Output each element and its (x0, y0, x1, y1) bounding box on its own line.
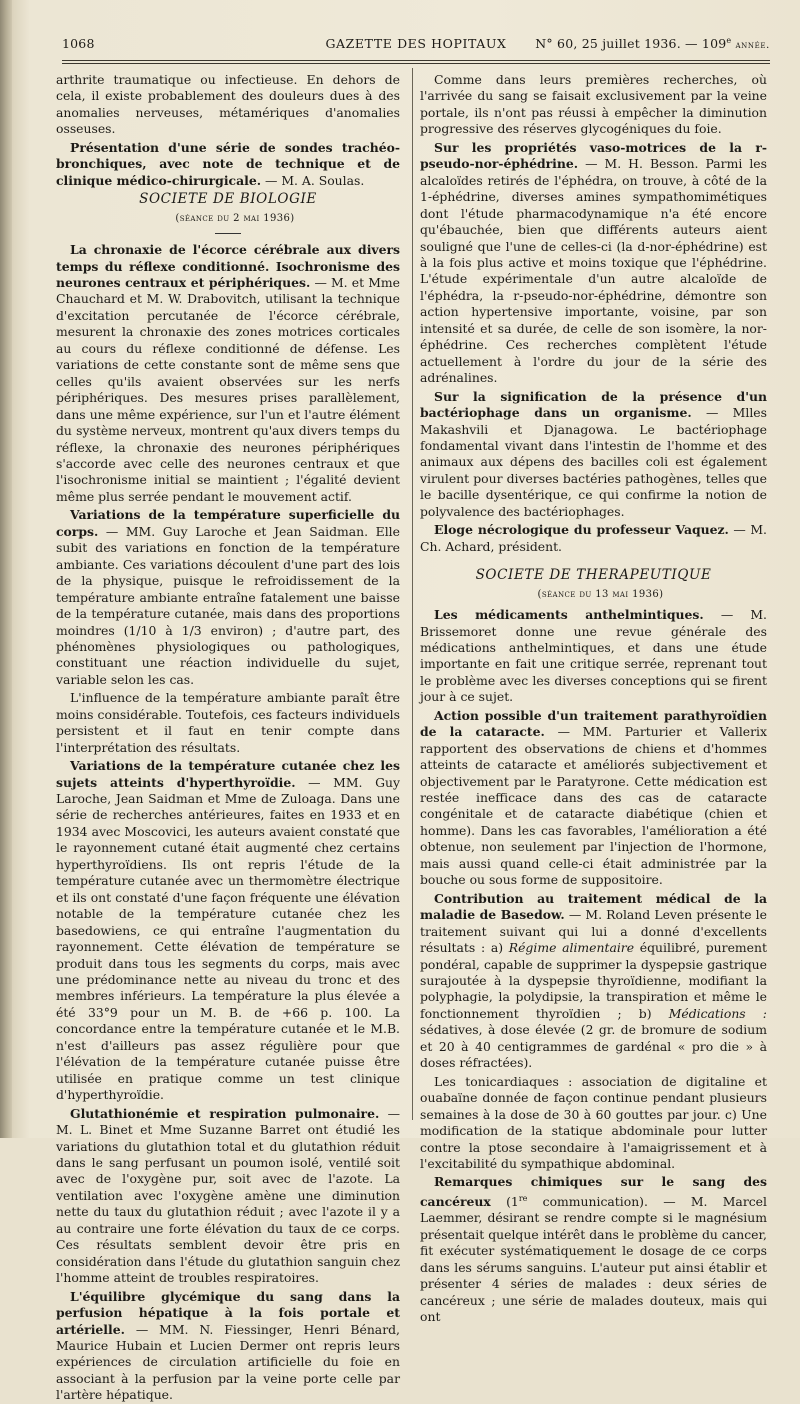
issue-info (535, 36, 770, 51)
header-rule-bottom (62, 63, 770, 64)
binding-edge (0, 0, 12, 1138)
right-column (420, 72, 767, 1325)
paragraph: Contribution au traitement médical de la maladie de Basedow. — M. Roland Leven présente le traitement suivant qui lui a donné d'excellents résultats : a) Régime alimentaire équilibré, purement pondéral, capable de supprimer la dyspepsie gastrique surajoutée à la dyspepsie thyroïdienne, modifiant la polyphagie, la polydipsie, la transpiration et même le fonctionnement thyroïdien ; b) Médications : sédatives, à dose élevée (2 gr. de bromure de sodium et 20 à 40 centigrammes de gardénal « pro die » à doses réfractées). (420, 890, 767, 1071)
paragraph: Glutathionémie et respiration pulmonaire. — M. L. Binet et Mme Suzanne Barret ont étudié les variations du glutathion total et du glutathion réduit dans le sang perfusant un poumon isolé, ventilé soit avec de l'oxygène pur, soit avec de l'azote. La ventilation avec l'oxygène amène une diminution nette du taux du glutathion réduit ; avec l'azote il y a au contraire une forte élévation du taux de ce corps. Ces résultats semblent devoir être pris en considération dans l'étude du glutathion sanguin chez l'homme atteint de troubles respiratoires. (56, 1105, 400, 1286)
issue-annee: année. (735, 39, 770, 52)
paragraph: arthrite traumatique ou infectieuse. En dehors de cela, il existe probablement des douleurs dues à des anomalies nerveuses, métamériques d'anomalies osseuses. (56, 72, 400, 137)
left-column (56, 72, 400, 1403)
paragraph: Action possible d'un traitement parathyroïdien de la cataracte. — MM. Parturier et Vallerix rapportent des observations de chiens et d'hommes atteints de cataracte et améliorés subjectivement et objectivement par le Paratyrone. Cette médication est restée inefficace dans des cas de cataracte congénitale et de cataracte diabétique (chien et homme). Dans les cas favorables, l'amélioration a été obtenue, non seulement par l'injection de l'hormone, mais aussi quand celle-ci était administrée par la bouche ou sous forme de suppositoire. (420, 707, 767, 888)
paragraph-title: La chronaxie de l'écorce cérébrale aux divers temps du réflexe conditionné. Isochronisme des neurones centraux et périphériques. (56, 242, 400, 290)
paragraph: Variations de la température cutanée chez les sujets atteints d'hyperthyroïdie. — MM. Guy Laroche, Jean Saidman et Mme de Zuloaga. Dans une série de recherches antérieures, faites en 1933 et en 1934 avec Moscovici, les auteurs avaient constaté que le rayonnement cutané était augmenté chez certains hyperthyroïdiens. Ils ont repris l'étude de la température cutanée avec un thermomètre électrique et ils ont constaté d'une façon fréquente une élévation notable de la température cutanée chez les basedowiens, ce qui entraîne l'augmentation du rayonnement. Cette élévation de température se produit dans tous les segments du corps, mais avec une prédominance nette au niveau du tronc et des membres inférieurs. La température la plus élevée a été 33°9 pour un M. B. de +66 p. 100. La concordance entre la température cutanée et le M.B. n'est d'ailleurs pas assez régulière pour que l'élévation de la température cutanée puisse être utilisée en pratique comme un test clinique d'hyperthyroïdie. (56, 758, 400, 1103)
column-divider (412, 68, 413, 1120)
section-title: SOCIETE DE THERAPEUTIQUE (475, 567, 712, 584)
paragraph-title: Présentation d'une série de sondes trachéo-bronchiques, avec note de technique et de clinique médico-chirurgicale. (56, 139, 400, 188)
section-date: (séance du 2 mai 1936) (175, 212, 295, 224)
paragraph-title: L'équilibre glycémique du sang dans la perfusion hépatique à la fois portale et artérielle. (56, 1288, 400, 1337)
paragraph: Eloge nécrologique du professeur Vaquez. — M. Ch. Achard, président. (420, 522, 767, 554)
section-date: (séance du 13 mai 1936) (537, 588, 664, 600)
paragraph-title: Glutathionémie et respiration pulmonaire. (70, 1105, 380, 1121)
journal-title: GAZETTE DES HOPITAUX (325, 36, 507, 51)
paragraph-title: Eloge nécrologique du professeur Vaquez. (434, 522, 729, 538)
paragraph: Sur les propriétés vaso-motrices de la r-pseudo-nor-éphédrine. — M. H. Besson. Parmi les alcaloïdes retirés de l'éphédra, on trouve, à côté de la 1-éphédrine, diverses amines sympathomimétiques dont l'étude pharmacodynamique n'a été encore qu'ébauchée, bien que différents auteurs aient souligné que l'une de celles-ci (la d-nor-éphédrine) est à la fois plus active et moins toxique que l'éphédrine. L'étude expérimentale d'un autre alcaloïde de l'éphédra, la r-pseudo-nor-éphédrine, démontre son action hypertensive importante, voisine, par son intensité et sa durée, de celle de son isomère, la nor-éphédrine. Ces recherches complètent l'étude actuellement à l'ordre du jour de la série des adrénalines. (420, 139, 767, 386)
paragraph-title: Les médicaments anthelmintiques. (434, 607, 704, 623)
paragraph-title: Remarques chimiques sur le sang des cancéreux (420, 1174, 767, 1210)
paragraph: L'équilibre glycémique du sang dans la perfusion hépatique à la fois portale et artérielle. — MM. N. Fiessinger, Henri Bénard, Maurice Hubain et Lucien Dermer ont repris leurs expériences de circulation artificielle du foie en associant à la perfusion par la veine porte celle par l'artère hépatique. (56, 1288, 400, 1403)
paragraph-title: Variations de la température cutanée chez les sujets atteints d'hyperthyroïdie. (56, 758, 400, 790)
issue-prefix: N° 60, 25 juillet 1936. — 109 (535, 36, 727, 52)
paragraph-title: Sur les propriétés vaso-motrices de la r-pseudo-nor-éphédrine. (420, 139, 767, 172)
paragraph-title: Sur la signification de la présence d'un bactériophage dans un organisme. (420, 388, 767, 421)
divider (215, 233, 241, 234)
issue-ordinal: e (726, 36, 732, 45)
italic-term: Régime alimentaire (508, 940, 635, 956)
page-header (62, 36, 770, 56)
paragraph: La chronaxie de l'écorce cérébrale aux divers temps du réflexe conditionné. Isochronisme des neurones centraux et périphériques. — M. et Mme Chauchard et M. W. Drabovitch, utilisant la technique d'excitation percutanée de l'écorce cérébrale, mesurent la chronaxie des zones motrices corticales au cours du réflexe conditionné de défense. Les variations de cette constante sont de même sens que celles qu'ils avaient observées sur les nerfs périphériques. Des mesures prises parallèlement, dans une même expérience, sur l'un et l'autre élément du système nerveux, montrent qu'aux divers temps du réflexe, la chronaxie des neurones périphériques s'accorde avec celle des neurones centraux et que l'isochronisme initial se maintient ; l'égalité devient même plus serrée pendant le mouvement actif. (56, 242, 400, 504)
paragraph: Variations de la température superficielle du corps. — MM. Guy Laroche et Jean Saidman. Elle subit des variations en fonction de la température ambiante. Ces variations découlent d'une part des lois de la physique, puisque le refroidissement de la température ambiante entraîne fatalement une baisse de la température cutanée, mais dans des proportions moindres (1/10 à 1/3 environ) ; d'autre part, des phénomènes physiologiques ou pathologiques, constituant une réaction individuelle du sujet, variable selon les cas. (56, 507, 400, 687)
section-title: SOCIETE DE BIOLOGIE (139, 191, 317, 208)
page-number: 1068 (62, 36, 95, 51)
paragraph: L'influence de la température ambiante paraît être moins considérable. Toutefois, ces facteurs individuels persistent et il faut en tenir compte dans l'interprétation des résultats. (56, 690, 400, 755)
paragraph-title: Contribution au traitement médical de la maladie de Basedow. (420, 890, 767, 923)
paragraph-title: Action possible d'un traitement parathyroïdien de la cataracte. (420, 707, 767, 740)
paragraph: Remarques chimiques sur le sang des cancéreux (1re communication). — M. Marcel Laemmer, désirant se rendre compte si le magnésium présentait quelque intérêt dans le problème du cancer, fit exécuter systématiquement le dosage de ce corps dans les sérums sanguins. L'auteur put ainsi établir et présenter 4 séries de malades : deux séries de cancéreux ; une série de malades douteux, mais qui ont (420, 1174, 767, 1325)
paragraph-title: Variations de la température superficielle du corps. (56, 507, 400, 539)
paragraph: Présentation d'une série de sondes trachéo-bronchiques, avec note de technique et de clinique médico-chirurgicale. — M. A. Soulas. (56, 139, 400, 188)
paragraph: Sur la signification de la présence d'un bactériophage dans un organisme. — Mlles Makashvili et Djanagowa. Le bactériophage fondamental vivant dans l'intestin de l'homme et des animaux aux dépens des bacilles coli est également virulent pour diverses bactéries pathogènes, telles que le bacille dysentérique, ce qui confirme la notion de polyvalence des bactériophages. (420, 388, 767, 519)
paragraph: Comme dans leurs premières recherches, où l'arrivée du sang se faisait exclusivement par la veine portale, ils n'ont pas réussi à empêcher la diminution progressive des réserves glycogéniques du foie. (420, 72, 767, 137)
paragraph: Les tonicardiaques : association de digitaline et ouabaïne donnée de façon continue pendant plusieurs semaines à la dose de 30 à 60 gouttes par jour. c) Une modification de la statique abdominale pour lutter contre la ptose secondaire à l'amaigrissement et à l'excitabilité du sympathique abdominal. (420, 1073, 767, 1171)
paragraph: Les médicaments anthelmintiques. — M. Brissemoret donne une revue générale des médications anthelmintiques, et dans une étude importante en fait une critique serrée, reprenant tout le problème avec les diverses conceptions qui se firent jour à ce sujet. (420, 607, 767, 705)
header-rule-top (62, 60, 770, 61)
italic-term: Médications : (668, 1005, 767, 1021)
